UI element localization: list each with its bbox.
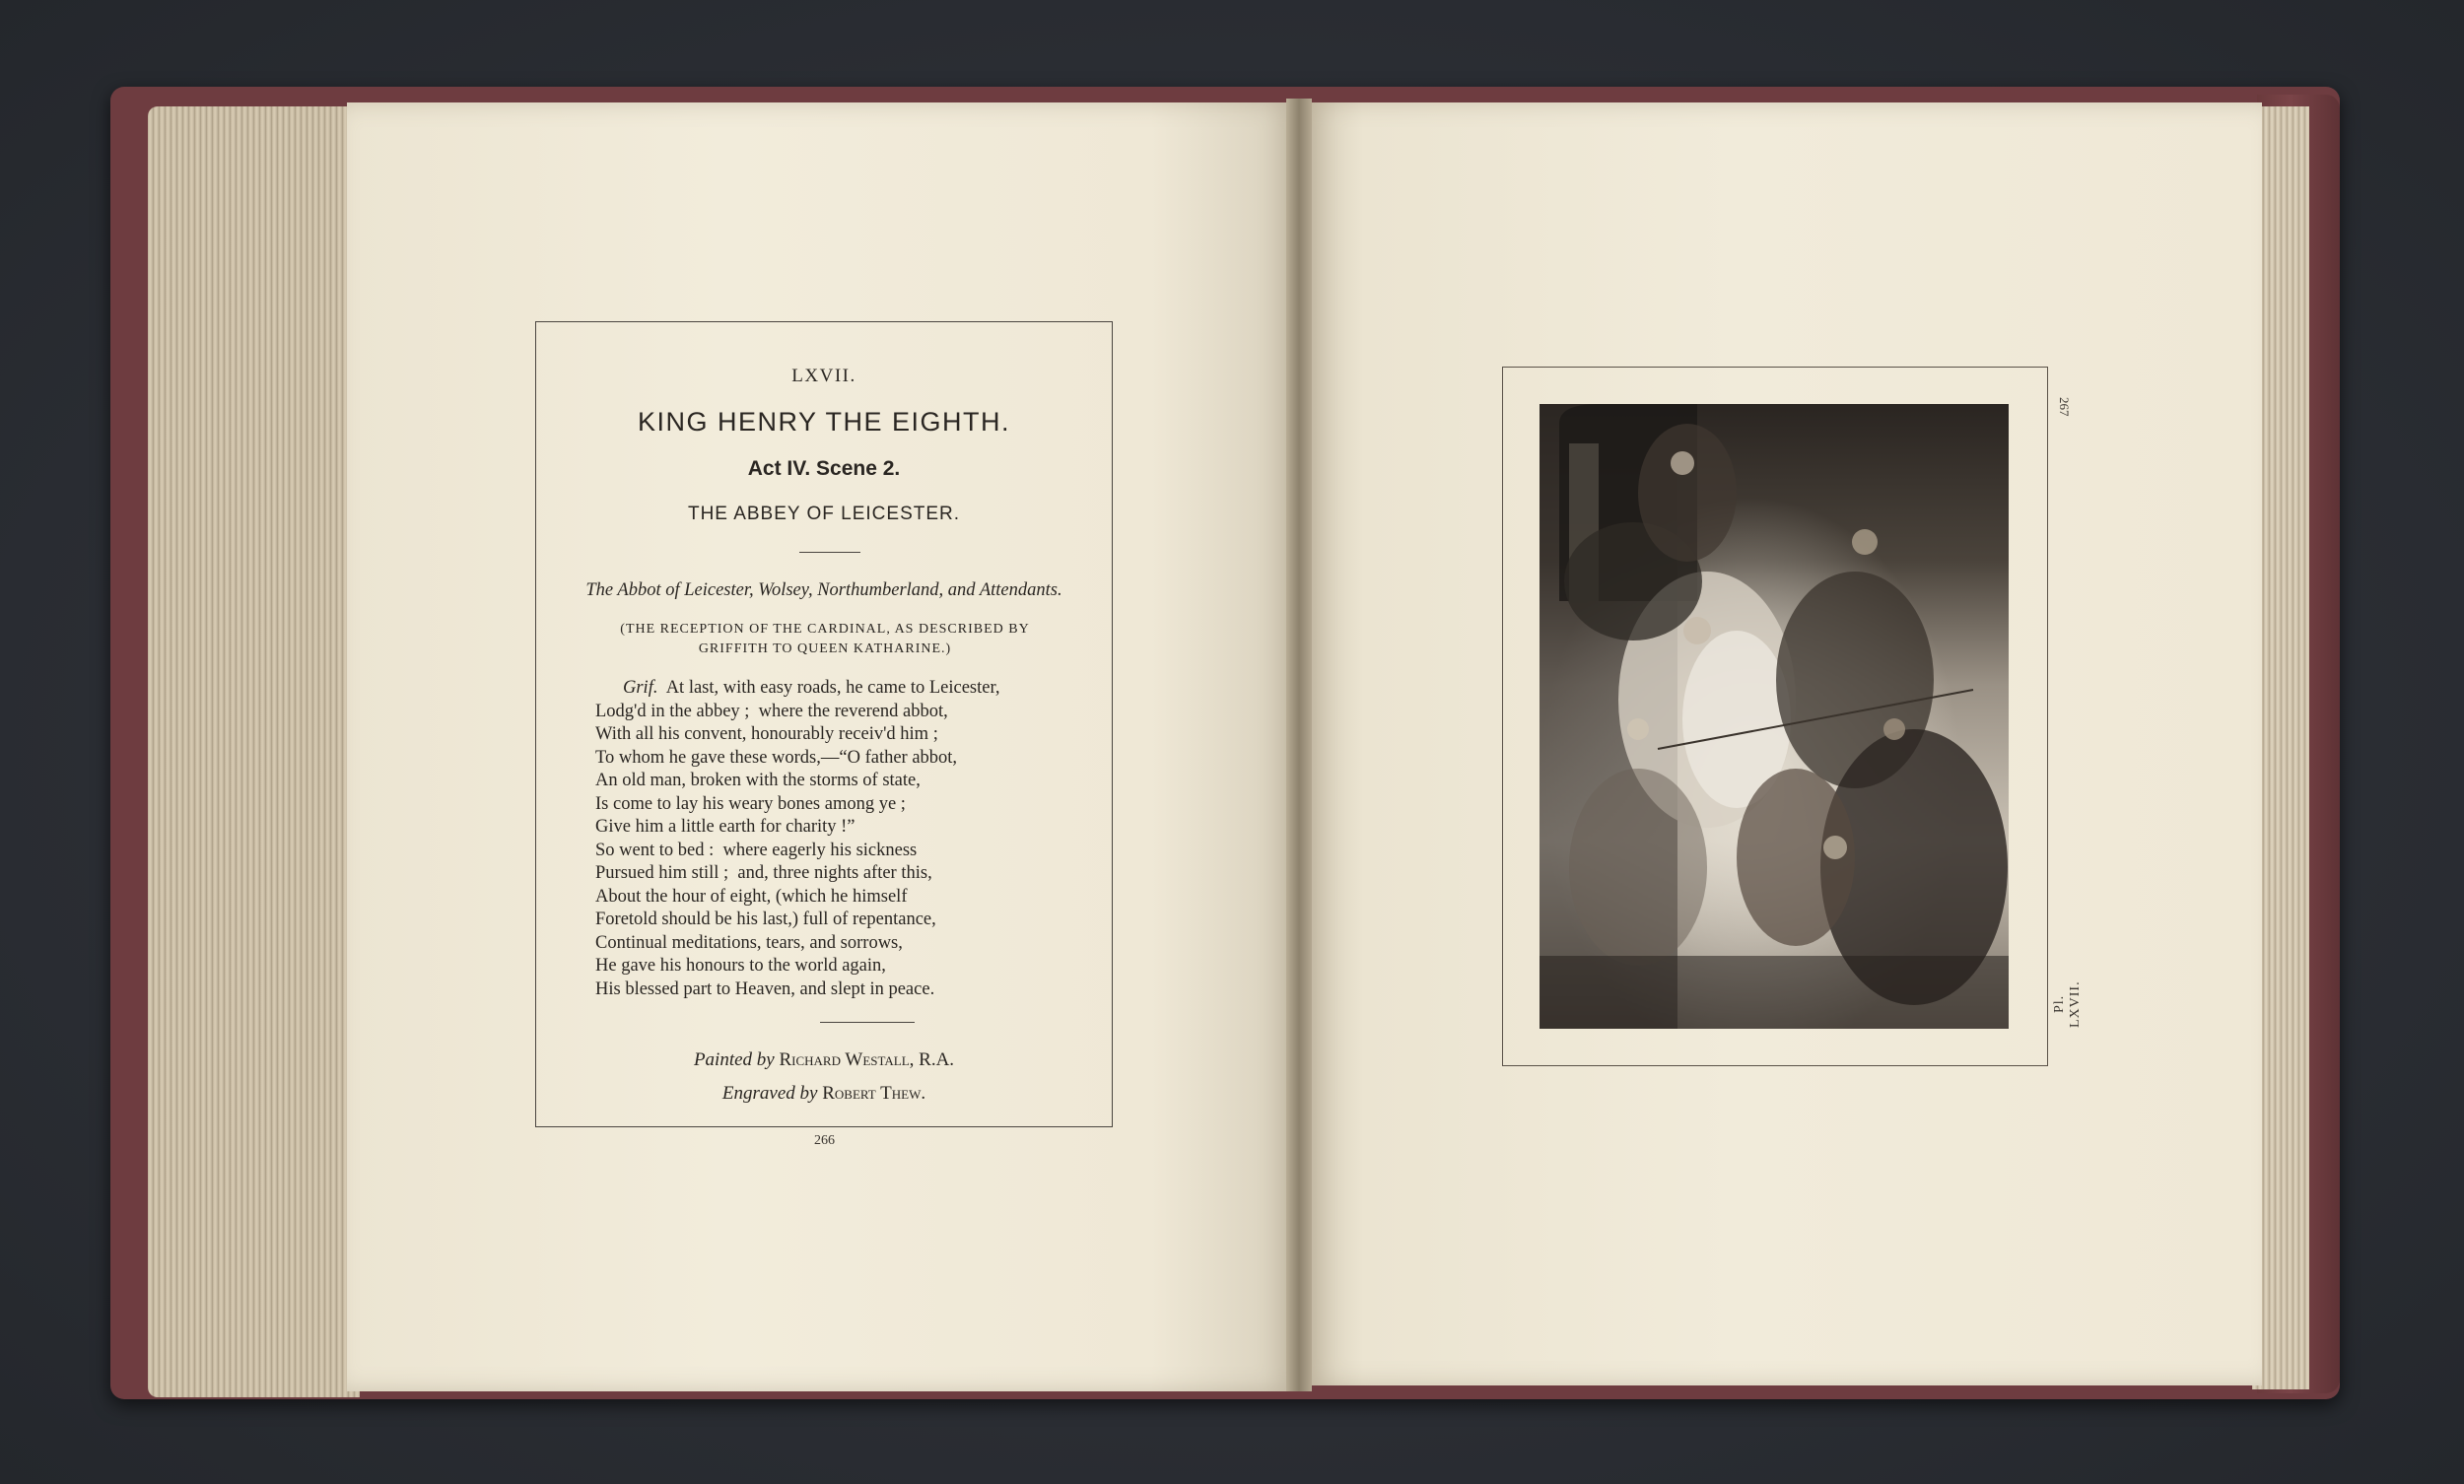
divider-rule (820, 1022, 915, 1023)
plate-label: Pl. LXVII. (2052, 980, 2083, 1028)
page-stack-left (148, 106, 360, 1397)
engraved-by-label: Engraved by (721, 1083, 818, 1104)
scene-setting: THE ABBEY OF LEICESTER. (687, 504, 961, 524)
speaker-name: Grif. (623, 678, 658, 698)
dramatis-personae: The Abbot of Leicester, Wolsey, Northumberland, and Attendants. (585, 580, 1062, 600)
verse-line: His blessed part to Heaven, and slept in peace. (595, 978, 935, 999)
painter-credit (536, 1049, 1112, 1071)
book-gutter (1286, 99, 1312, 1391)
plate-photograph (1540, 404, 2009, 1029)
scene-note-line: (THE RECEPTION OF THE CARDINAL, AS DESCRIBED BY (620, 622, 1030, 637)
verse-line: At last, with easy roads, he came to Leicester, (657, 678, 1000, 698)
verse-line: Continual meditations, tears, and sorrows, (595, 932, 903, 953)
verse-first-line (595, 677, 1108, 701)
verse-line: About the hour of eight, (which he himself (595, 886, 908, 907)
verse-line: Foretold should be his last,) full of repentance, (595, 910, 936, 929)
divider-rule (799, 552, 860, 553)
engraving-image (1540, 404, 2009, 1029)
page-number-right: 267 (2057, 397, 2072, 417)
verse-line: An old man, broken with the storms of state, (595, 771, 921, 790)
play-title: KING HENRY THE EIGHTH. (637, 407, 1011, 437)
verse-line: So went to bed : where eagerly his sickness (595, 840, 918, 860)
scene-note (566, 620, 1084, 659)
page-number-left: 266 (814, 1133, 835, 1148)
verse-line: He gave his honours to the world again, (595, 956, 886, 976)
engraver-credit (536, 1083, 1112, 1105)
plate-number: LXVII. (791, 366, 856, 386)
verse-line: With all his convent, honourably receiv'd him ; (595, 724, 938, 744)
painter-name: Richard Westall, R.A. (779, 1049, 955, 1070)
scene-note-line: GRIFFITH TO QUEEN KATHARINE.) (698, 641, 952, 656)
verse-line: Pursued him still ; and, three nights after this, (595, 863, 932, 883)
text-frame (535, 321, 1113, 1127)
verse-line: Is come to lay his weary bones among ye ; (595, 793, 906, 814)
verse-passage (595, 677, 1108, 1001)
engraver-name: Robert Thew. (822, 1083, 926, 1104)
painted-by-label: Painted by (693, 1049, 775, 1070)
verse-line: To whom he gave these words,—“O father abbot, (595, 747, 958, 768)
act-scene: Act IV. Scene 2. (747, 457, 901, 480)
verse-line: Give him a little earth for charity !” (595, 817, 856, 837)
verse-line: Lodg'd in the abbey ; where the reverend abbot, (595, 701, 948, 721)
